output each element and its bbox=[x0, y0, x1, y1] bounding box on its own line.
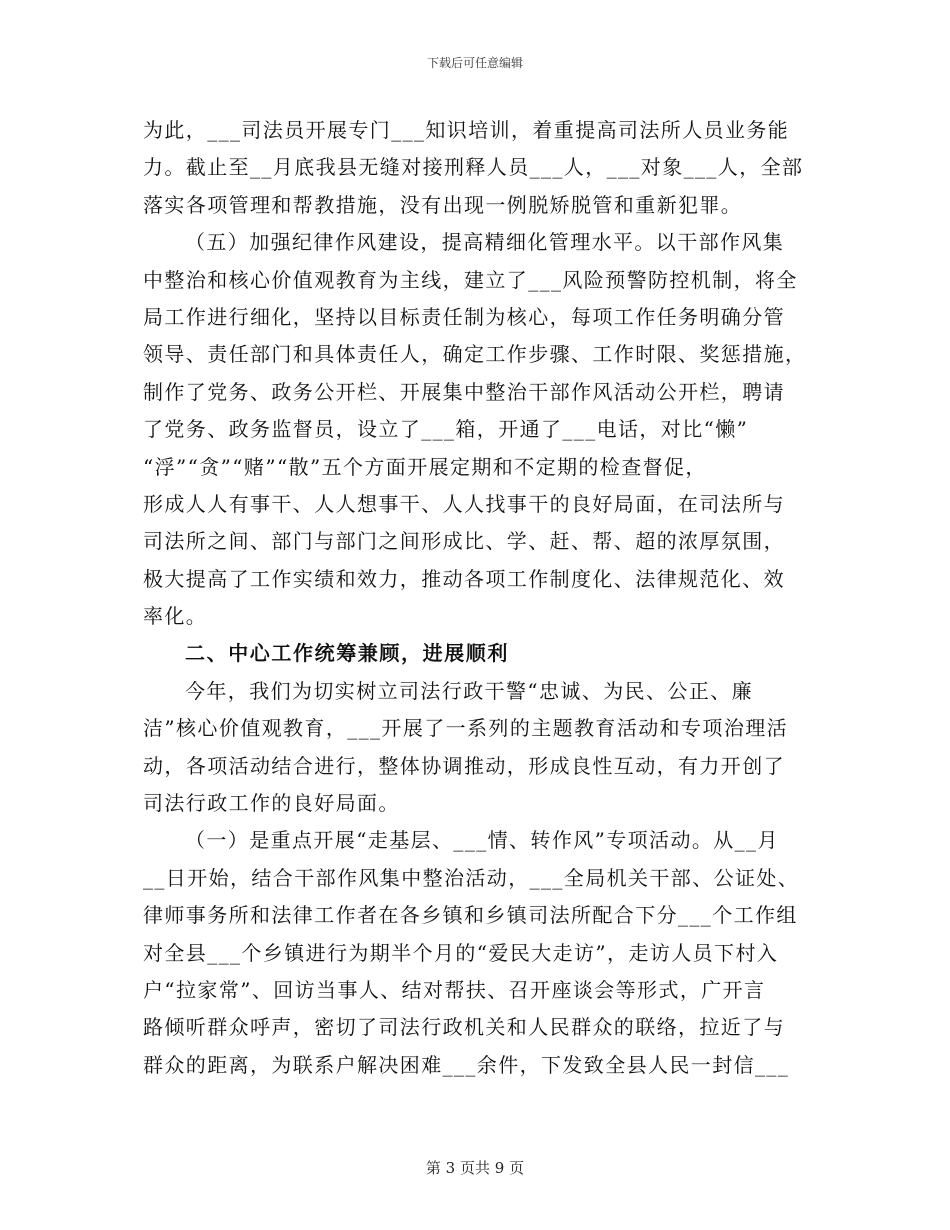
text-line: 律师事务所和法律工作者在各乡镇和乡镇司法所配合下分___个工作组 bbox=[143, 903, 798, 928]
text-line: 动，各项活动结合进行，整体协调推动，形成良性互动，有力开创了 bbox=[143, 753, 785, 778]
paragraph-start-line: 今年，我们为切实树立司法行政干警“忠诚、为民、公正、廉 bbox=[185, 678, 754, 703]
text-line: 群众的距离，为联系户解决困难___余件，下发致全县人民一封信___ bbox=[143, 1052, 790, 1077]
text-line: 力。截止至__月底我县无缝对接刑释人员___人，___对象___人，全部 bbox=[143, 155, 804, 180]
text-line: 落实各项管理和帮教措施，没有出现一例脱矫脱管和重新犯罪。 bbox=[143, 192, 743, 217]
text-line: 制作了党务、政务公开栏、开展集中整治干部作风活动公开栏，聘请 bbox=[143, 379, 785, 404]
page-number: 第 3 页共 9 页 bbox=[425, 1159, 525, 1177]
text-line: 为此，___司法员开展专门___知识培训，着重提高司法所人员业务能 bbox=[143, 118, 790, 142]
text-line: 路倾听群众呼声，密切了司法行政机关和人民群众的联络，拉近了与 bbox=[143, 1015, 785, 1040]
text-line: 领导、责任部门和具体责任人，确定工作步骤、工作时限、奖惩措施， bbox=[143, 342, 807, 367]
text-line: 中整治和核心价值观教育为主线，建立了___风险预警防控机制，将全 bbox=[143, 267, 798, 292]
text-line: 极大提高了工作实绩和效力，推动各项工作制度化、法律规范化、效 bbox=[143, 566, 785, 591]
text-line: 司法行政工作的良好局面。 bbox=[143, 791, 400, 816]
text-line: 司法所之间、部门与部门之间形成比、学、赶、帮、超的浓厚氛围， bbox=[143, 529, 785, 554]
text-line: 户“拉家常”、回访当事人、结对帮扶、召开座谈会等形式，广开言 bbox=[143, 977, 766, 1002]
page-header: 下载后可任意编辑 bbox=[426, 56, 523, 70]
text-line: 了党务、政务监督员，设立了___箱，开通了___电话，对比“懒” bbox=[143, 417, 749, 442]
text-line: 形成人人有事干、人人想事干、人人找事干的良好局面，在司法所与 bbox=[143, 491, 785, 516]
text-line: 对全县___个乡镇进行为期半个月的“爱民大走访”，走访人员下村入 bbox=[143, 940, 779, 965]
section-heading: 二、中心工作统筹兼顾，进展顺利 bbox=[185, 641, 509, 666]
text-line: 率化。 bbox=[143, 604, 208, 629]
text-line: __日开始，结合干部作风集中整治活动，___全局机关干部、公证处、 bbox=[143, 865, 800, 890]
paragraph-start-line: （一）是重点开展“走基层、___情、转作风”专项活动。从__月 bbox=[185, 828, 779, 853]
paragraph-start-line: （五）加强纪律作风建设，提高精细化管理水平。以干部作风集 bbox=[185, 230, 785, 255]
text-line: “浮”“贪”“赌”“散”五个方面开展定期和不定期的检查督促， bbox=[143, 454, 707, 479]
text-line: 洁”核心价值观教育，___开展了一系列的主题教育活动和专项治理活 bbox=[143, 716, 789, 741]
body-text bbox=[143, 112, 807, 1084]
text-line: 局工作进行细化，坚持以目标责任制为核心，每项工作任务明确分管 bbox=[143, 304, 785, 329]
